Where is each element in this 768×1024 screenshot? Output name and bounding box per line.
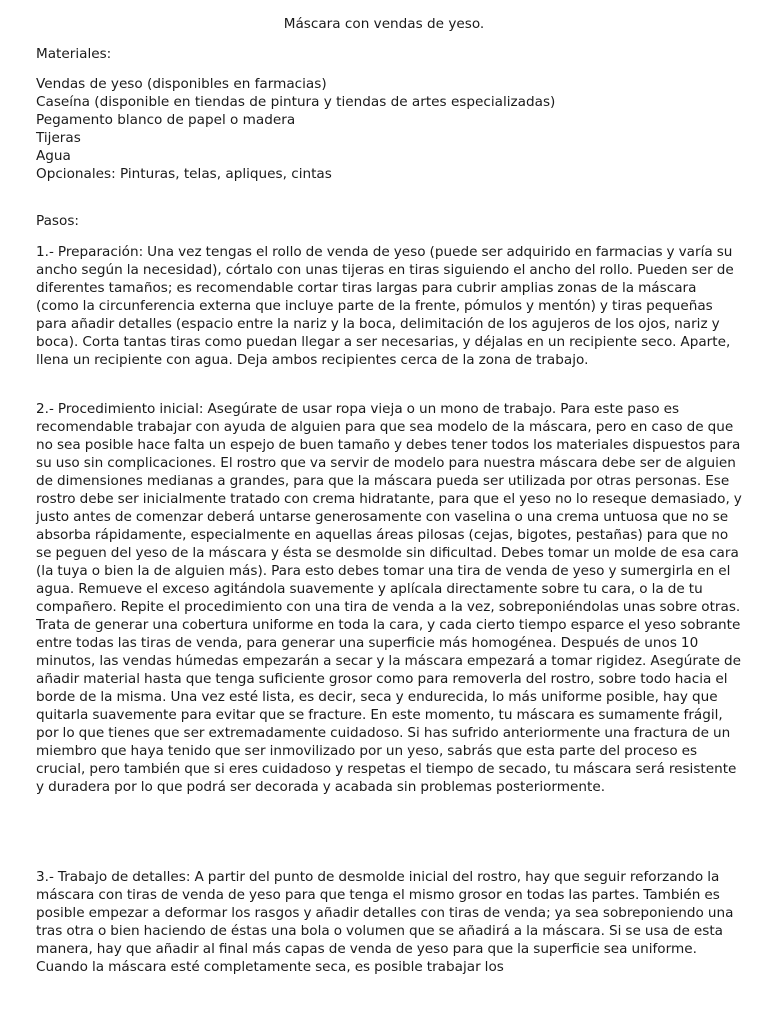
- materials-item: Caseína (disponible en tiendas de pintura y tiendas de artes especializadas): [36, 94, 556, 110]
- materials-item: Vendas de yeso (disponibles en farmacias): [36, 76, 327, 92]
- materials-item: Tijeras: [36, 130, 81, 146]
- materials-heading: Materiales:: [36, 46, 112, 62]
- steps-heading: Pasos:: [36, 213, 79, 229]
- materials-item: Agua: [36, 148, 71, 164]
- materials-list: [36, 75, 555, 183]
- document-title: Máscara con vendas de yeso.: [283, 16, 485, 32]
- materials-item: Opcionales: Pinturas, telas, apliques, cintas: [36, 166, 332, 182]
- materials-item: Pegamento blanco de papel o madera: [36, 112, 296, 128]
- step-3-paragraph: 3.- Trabajo de detalles: A partir del punto de desmolde inicial del rostro, hay que seguir reforzando la máscara con tiras de venda de yeso para que tenga el mismo grosor en todas las partes. También es posible empezar a deformar los rasgos y añadir detalles con tiras de venda; ya sea sobreponiendo una tras otra o bien haciendo de éstas una bola o volumen que se añadirá a la máscara. Si se usa de esta manera, hay que añadir al final más capas de venda de yeso para que la superficie sea uniforme. Cuando la máscara esté completamente seca, es posible trabajar los: [36, 869, 734, 975]
- step-1-paragraph: 1.- Preparación: Una vez tengas el rollo de venda de yeso (puede ser adquirido en farmacias y varía su ancho según la necesidad), córtalo con unas tijeras en tiras siguiendo el ancho del rollo. Pueden ser de diferentes tamaños; es recomendable cortar tiras largas para cubrir amplias zonas de la máscara (como la circunferencia externa que incluye parte de la frente, pómulos y mentón) y tiras pequeñas para añadir detalles (espacio entre la nariz y la boca, delimitación de los agujeros de los ojos, nariz y boca). Corta tantas tiras como puedan llegar a ser necesarias, y déjalas en un recipiente seco. Aparte, llena un recipiente con agua. Deja ambos recipientes cerca de la zona de trabajo.: [36, 244, 734, 368]
- step-2-paragraph: 2.- Procedimiento inicial: Asegúrate de usar ropa vieja o un mono de trabajo. Para este paso es recomendable trabajar con ayuda de alguien para que sea modelo de la máscara, pero en caso de que no sea posible hace falta un espejo de buen tamaño y debes tener todos los materiales dispuestos para su uso sin complicaciones. El rostro que va servir de modelo para nuestra máscara debe ser de alguien de dimensiones medianas a grandes, para que la máscara pueda ser utilizada por otras personas. Ese rostro debe ser inicialmente tratado con crema hidratante, para que el yeso no lo reseque demasiado, y justo antes de comenzar deberá untarse generosamente con vaselina o una crema untuosa que no se absorba rápidamente, especialmente en aquellas áreas pilosas (cejas, bigotes, pestañas) para que no se peguen del yeso de la máscara y ésta se desmolde sin dificultad. Debes tomar un molde de esa cara (la tuya o bien la de alguien más). Para esto debes tomar una tira de venda de yeso y sumergirla en el agua. Remueve el exceso agitándola suavemente y aplícala directamente sobre tu cara, o la de tu compañero. Repite el procedimiento con una tira de venda a la vez, sobreponiéndolas unas sobre otras. Trata de generar una cobertura uniforme en toda la cara, y cada cierto tiempo esparce el yeso sobrante entre todas las tiras de venda, para generar una superficie más homogénea. Después de unos 10 minutos, las vendas húmedas empezarán a secar y la máscara empezará a tomar rigidez. Asegúrate de añadir material hasta que tenga suficiente grosor como para removerla del rostro, sobre todo hacia el borde de la misma. Una vez esté lista, es decir, seca y endurecida, lo más uniforme posible, hay que quitarla suavemente para evitar que se fracture. En este momento, tu máscara es sumamente frágil, por lo que tienes que ser extremadamente cuidadoso. Si has sufrido anteriormente una fractura de un miembro que haya tenido que ser inmovilizado por un yeso, sabrás que esta parte del proceso es crucial, pero también que si eres cuidadoso y respetas el tiempo de secado, tu máscara será resistente y duradera por lo que podrá ser decorada y acabada sin problemas posteriormente.: [36, 401, 742, 795]
